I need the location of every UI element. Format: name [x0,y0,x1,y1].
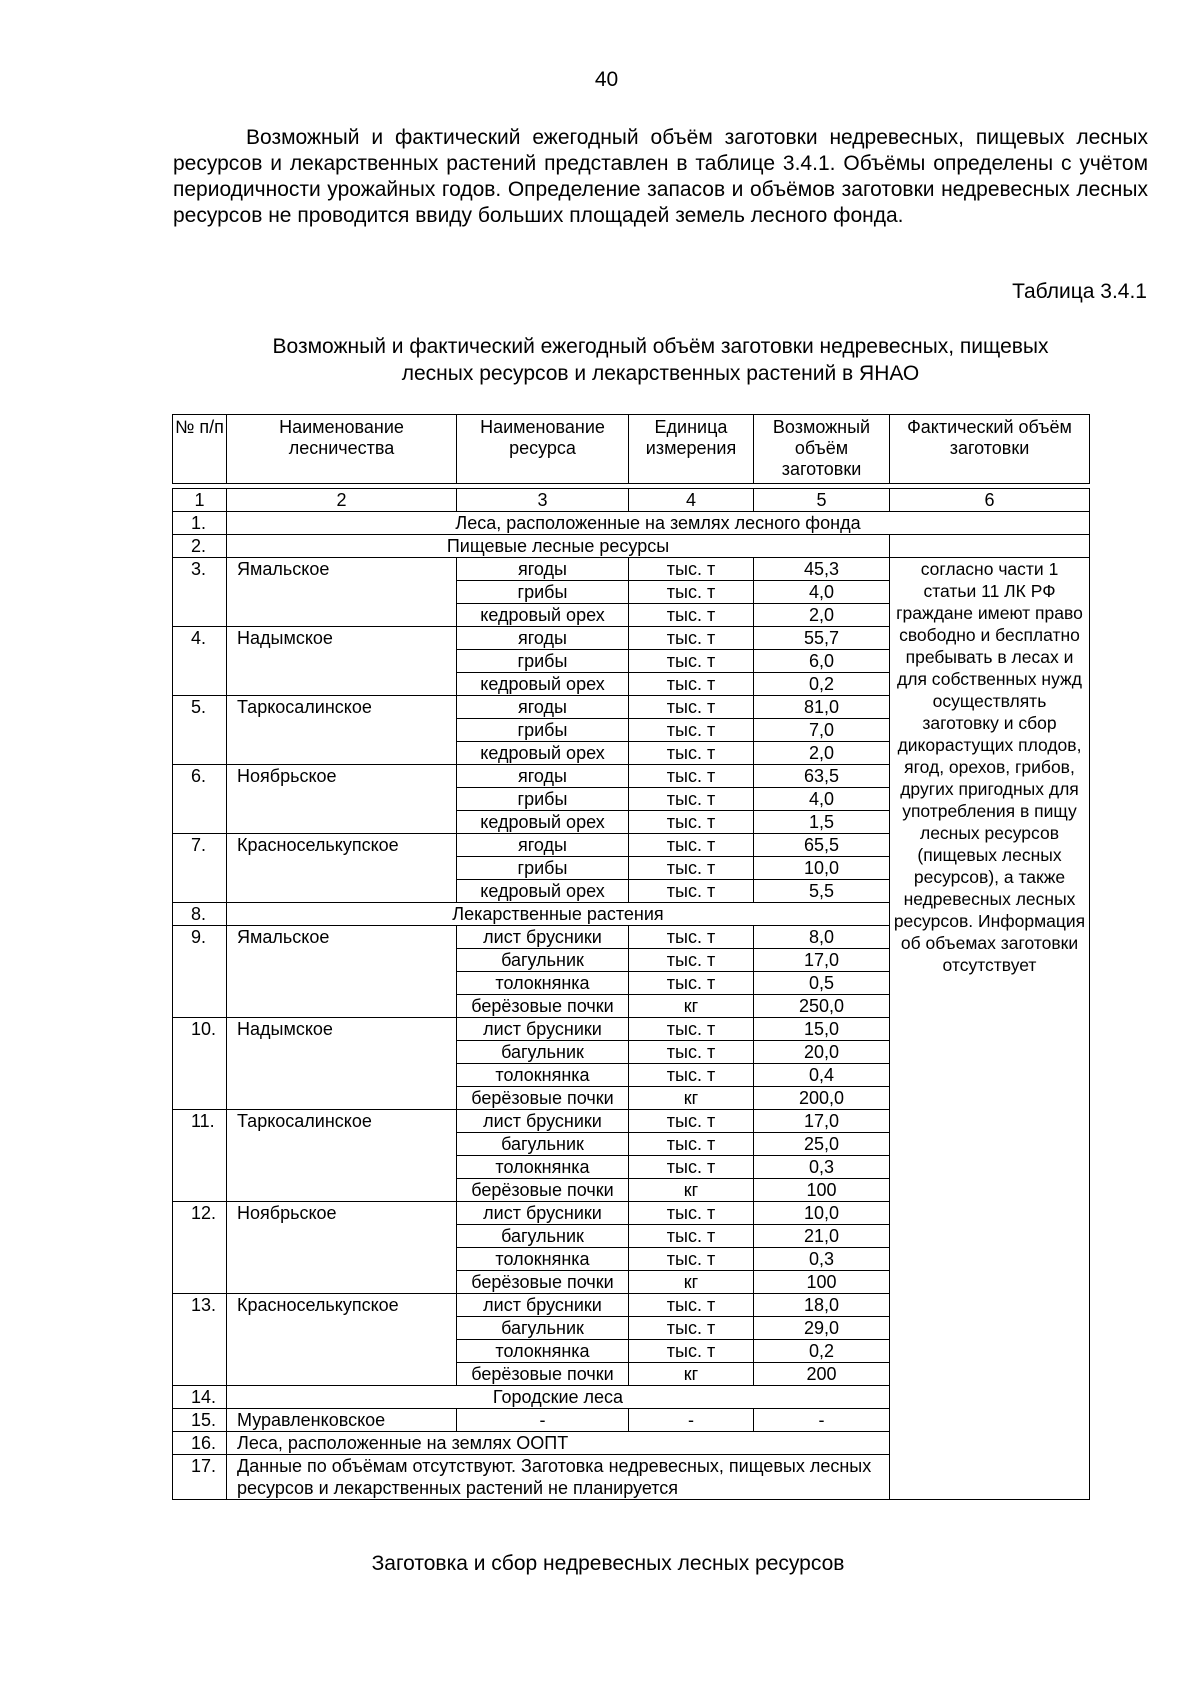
possible-volume: 4,0 [754,788,890,811]
row-number: 10. [173,1018,227,1110]
resource-name: ягоды [457,834,629,857]
forestry-name: Таркосалинское [227,696,457,765]
resource-name: багульник [457,1317,629,1340]
resource-name: берёзовые почки [457,1179,629,1202]
forestry-name: Красноселькупское [227,1294,457,1386]
resource-name: толокнянка [457,1248,629,1271]
possible-volume: 17,0 [754,949,890,972]
forestry-name: Таркосалинское [227,1110,457,1202]
resource-name: багульник [457,1133,629,1156]
resource-name: лист брусники [457,1202,629,1225]
possible-volume: 0,3 [754,1156,890,1179]
resource-name: грибы [457,857,629,880]
row-number: 13. [173,1294,227,1386]
possible-volume: 6,0 [754,650,890,673]
resource-name: кедровый орех [457,604,629,627]
row-number: 17. [173,1455,227,1500]
possible-volume: 81,0 [754,696,890,719]
resource-name: толокнянка [457,972,629,995]
possible-volume: 4,0 [754,581,890,604]
unit: тыс. т [629,1317,754,1340]
table-title-line-2: лесных ресурсов и лекарственных растений в ЯНАО [401,362,920,385]
possible-volume: 1,5 [754,811,890,834]
unit: тыс. т [629,1133,754,1156]
possible-volume: 200 [754,1363,890,1386]
possible-volume: 2,0 [754,742,890,765]
possible-volume: 0,3 [754,1248,890,1271]
possible-volume: 8,0 [754,926,890,949]
row-number: 2. [173,535,227,558]
section-heading: Заготовка и сбор недревесных лесных ресурсов [371,1552,845,1575]
header-unit: Единица измерения [629,415,754,484]
resource-name: лист брусники [457,1110,629,1133]
unit: тыс. т [629,857,754,880]
forestry-name: Муравленковское [227,1409,457,1432]
resource-name: багульник [457,1225,629,1248]
unit: тыс. т [629,1156,754,1179]
row-number: 1. [173,512,227,535]
resource-name: кедровый орех [457,673,629,696]
resource-name: ягоды [457,696,629,719]
resource-name: грибы [457,581,629,604]
header-forestry: Наименование лесничества [227,415,457,484]
unit: тыс. т [629,1248,754,1271]
row-number: 12. [173,1202,227,1294]
row-number: 8. [173,903,227,926]
unit: тыс. т [629,834,754,857]
unit: тыс. т [629,558,754,581]
table-title [173,333,1148,387]
forestry-name: Ямальское [227,558,457,627]
unit: тыс. т [629,650,754,673]
table-header-row [173,415,1090,484]
unit: тыс. т [629,765,754,788]
header-actual-volume: Фактический объём заготовки [890,415,1090,484]
unit: тыс. т [629,1340,754,1363]
unit: тыс. т [629,926,754,949]
resource-name: берёзовые почки [457,995,629,1018]
row-number: 5. [173,696,227,765]
possible-volume: 0,2 [754,1340,890,1363]
table-title-line-1: Возможный и фактический ежегодный объём заготовки недревесных, пищевых [272,335,1049,358]
resource-name: багульник [457,949,629,972]
possible-volume: 0,4 [754,1064,890,1087]
possible-volume: 55,7 [754,627,890,650]
possible-volume: 0,5 [754,972,890,995]
possible-volume: 7,0 [754,719,890,742]
empty-cell [890,535,1090,558]
column-number: 5 [754,489,890,512]
possible-volume: - [754,1409,890,1432]
row-number: 9. [173,926,227,1018]
possible-volume: 63,5 [754,765,890,788]
unit: кг [629,1087,754,1110]
unit: тыс. т [629,1225,754,1248]
unit: тыс. т [629,581,754,604]
forestry-name: Ноябрьское [227,765,457,834]
row-number: 3. [173,558,227,627]
resource-name: ягоды [457,558,629,581]
column-number: 2 [227,489,457,512]
table-row [173,558,1090,581]
unit: тыс. т [629,604,754,627]
row-number: 14. [173,1386,227,1409]
possible-volume: 45,3 [754,558,890,581]
unit: тыс. т [629,1018,754,1041]
unit: тыс. т [629,1041,754,1064]
resource-name: кедровый орех [457,811,629,834]
resource-name: толокнянка [457,1340,629,1363]
resource-name: толокнянка [457,1156,629,1179]
section-row [173,535,1090,558]
column-number: 1 [173,489,227,512]
unit: тыс. т [629,1294,754,1317]
unit: кг [629,1179,754,1202]
possible-volume: 10,0 [754,1202,890,1225]
possible-volume: 2,0 [754,604,890,627]
page-number: 40 [594,68,619,91]
unit: тыс. т [629,811,754,834]
possible-volume: 18,0 [754,1294,890,1317]
forestry-name: Надымское [227,627,457,696]
possible-volume: 100 [754,1271,890,1294]
header-number: № п/п [173,415,227,484]
header-resource: Наименование ресурса [457,415,629,484]
resource-name: лист брусники [457,1018,629,1041]
unit: тыс. т [629,719,754,742]
actual-volume-note: согласно части 1 статьи 11 ЛК РФ граждане имеют право свободно и бесплатно пребывать в лесах и для собственных нужд осуществлять заготовку и сбор дикорастущих плодов, ягод, орехов, грибов, других пригодных для употребления в пищу лесных ресурсов (пищевых лесных ресурсов), а также недревесных лесных ресурсов. Информация об объемах заготовки отсутствует [890,558,1090,1500]
unit: кг [629,1363,754,1386]
unit: - [629,1409,754,1432]
unit: тыс. т [629,880,754,903]
resource-name: ягоды [457,627,629,650]
resource-name: грибы [457,719,629,742]
possible-volume: 20,0 [754,1041,890,1064]
column-number-row [173,489,1090,512]
section-title: Городские леса [227,1386,890,1409]
section-title: Леса, расположенные на землях ООПТ [227,1432,890,1455]
resource-name: берёзовые почки [457,1363,629,1386]
forestry-name: Красноселькупское [227,834,457,903]
column-number: 6 [890,489,1090,512]
unit: тыс. т [629,1064,754,1087]
column-number: 3 [457,489,629,512]
unit: кг [629,1271,754,1294]
unit: тыс. т [629,972,754,995]
row-number: 11. [173,1110,227,1202]
possible-volume: 65,5 [754,834,890,857]
possible-volume: 29,0 [754,1317,890,1340]
possible-volume: 5,5 [754,880,890,903]
section-title: Пищевые лесные ресурсы [227,535,890,558]
resource-name: грибы [457,788,629,811]
row-number: 6. [173,765,227,834]
resource-name: берёзовые почки [457,1271,629,1294]
section-title: Лекарственные растения [227,903,890,926]
resource-name: - [457,1409,629,1432]
unit: тыс. т [629,1202,754,1225]
intro-paragraph: Возможный и фактический ежегодный объём заготовки недревесных, пищевых лесных ресурсов и лекарственных растений представлен в таблице 3.4.1. Объёмы определены с учётом периодичности урожайных годов. Определение запасов и объёмов заготовки недревесных лесных ресурсов не проводится ввиду больших площадей земель лесного фонда. [173,126,1148,227]
possible-volume: 10,0 [754,857,890,880]
possible-volume: 100 [754,1179,890,1202]
unit: тыс. т [629,673,754,696]
possible-volume: 250,0 [754,995,890,1018]
resource-name: кедровый орех [457,742,629,765]
forestry-name: Ямальское [227,926,457,1018]
header-possible-volume: Возможный объём заготовки [754,415,890,484]
resource-name: лист брусники [457,1294,629,1317]
unit: тыс. т [629,627,754,650]
possible-volume: 17,0 [754,1110,890,1133]
unit: тыс. т [629,696,754,719]
forestry-name: Ноябрьское [227,1202,457,1294]
unit: тыс. т [629,742,754,765]
harvest-table [172,414,1090,1500]
table-label: Таблица 3.4.1 [1012,280,1147,303]
section-row [173,512,1090,535]
resource-name: кедровый орех [457,880,629,903]
resource-name: берёзовые почки [457,1087,629,1110]
row-number: 15. [173,1409,227,1432]
unit: тыс. т [629,788,754,811]
resource-name: багульник [457,1041,629,1064]
forestry-name: Надымское [227,1018,457,1110]
possible-volume: 25,0 [754,1133,890,1156]
column-number: 4 [629,489,754,512]
row-number: 7. [173,834,227,903]
possible-volume: 21,0 [754,1225,890,1248]
possible-volume: 15,0 [754,1018,890,1041]
section-title: Леса, расположенные на землях лесного фонда [227,512,1090,535]
possible-volume: 200,0 [754,1087,890,1110]
unit: кг [629,995,754,1018]
possible-volume: 0,2 [754,673,890,696]
row-number: 16. [173,1432,227,1455]
section-note: Данные по объёмам отсутствуют. Заготовка недревесных, пищевых лесных ресурсов и лекарственных растений не планируется [227,1455,890,1500]
resource-name: лист брусники [457,926,629,949]
resource-name: толокнянка [457,1064,629,1087]
resource-name: ягоды [457,765,629,788]
unit: тыс. т [629,949,754,972]
resource-name: грибы [457,650,629,673]
row-number: 4. [173,627,227,696]
unit: тыс. т [629,1110,754,1133]
